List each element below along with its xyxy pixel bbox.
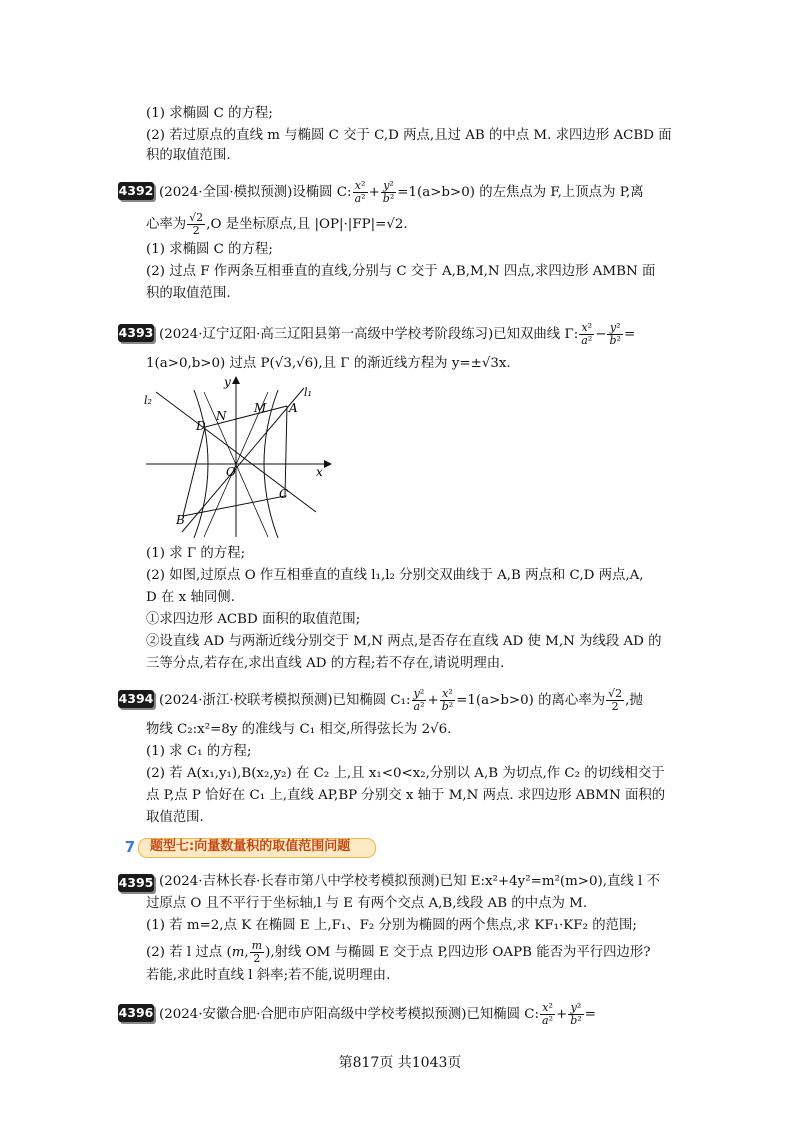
section-title: 题型七:向量数量积的取值范围问题: [150, 839, 351, 854]
label-C: C: [279, 487, 289, 501]
question-text: 积的取值范围.: [146, 148, 231, 163]
problem-statement: 1(a>0,b>0) 过点 P(√3,√6),且 Γ 的渐近线方程为 y=±√3x.: [146, 356, 511, 371]
problem-number-badge: 4393: [118, 325, 154, 340]
problem-statement: (2024·浙江·校联考模拟预测)已知椭圆 C₁: $\frac{\text{y²}}{\text{a²}}$ + $\frac{\text{x²}}{\text{b²}}$ =1(a>b>0) 的离心率为 $\frac{√2}{2}$ ,抛: [159, 687, 643, 713]
question-text: 积的取值范围.: [146, 286, 231, 301]
question-text: (1) 求 C₁ 的方程;: [146, 744, 252, 759]
y-axis-arrow: [232, 376, 240, 384]
problem-statement: 物线 C₂:x²=8y 的准线与 C₁ 相交,所得弦长为 2√6.: [146, 722, 452, 737]
question-text: (2) 过点 F 作两条互相垂直的直线,分别与 C 交于 A,B,M,N 四点,求四边形 AMBN 面: [146, 264, 656, 279]
problem-number-badge: 4395: [118, 875, 154, 890]
question-text: (1) 求 Γ 的方程;: [146, 546, 246, 561]
fraction: $\frac{\text{x²}}{\text{a²}}$: [542, 1001, 554, 1027]
fraction: $\frac{\text{y²}}{\text{b²}}$: [570, 1001, 582, 1027]
fraction: $\frac{\text{x²}}{\text{a²}}$: [581, 321, 593, 347]
question-text: 点 P,点 P 恰好在 C₁ 上,直线 AP,BP 分别交 x 轴于 M,N 两点. 求四边形 ABMN 面积的: [146, 788, 666, 803]
problem-statement: (2024·安徽合肥·合肥市庐阳高级中学校考模拟预测)已知椭圆 C: $\frac{\text{x²}}{\text{a²}}$ + $\frac{\text{y²}}{\text{b²}}$ =: [159, 1001, 596, 1027]
problem-number-badge: 4396: [118, 1005, 154, 1020]
section-header: [118, 836, 376, 858]
label-B: B: [176, 513, 185, 527]
question-text: (2) 若 l 过点 (m, $\frac{m}{2}$ ),射线 OM 与椭圆 E 交于点 P,四边形 OAPB 能否为平行四边形?: [146, 939, 651, 965]
question-text: (1) 若 m=2,点 K 在椭圆 E 上,F₁、F₂ 分别为椭圆的两个焦点,求 KF₁·KF₂ 的范围;: [146, 918, 637, 933]
question-text: (2) 如图,过原点 O 作互相垂直的直线 l₁,l₂ 分别交双曲线于 A,B 两点和 C,D 两点,A,: [146, 568, 644, 583]
question-text: D 在 x 轴同侧.: [146, 590, 235, 605]
problem-statement: 过原点 O 且不平行于坐标轴,l 与 E 有两个交点 A,B,线段 AB 的中点为 M.: [146, 896, 588, 911]
page-footer: 第817页 共1043页: [338, 1055, 462, 1071]
problem-number-badge: 4392: [118, 183, 154, 198]
problem-statement: 心率为 $\frac{√2}{2}$ ,O 是坐标原点,且 |OP|·|FP|=√2.: [146, 211, 408, 237]
question-text: ①求四边形 ACBD 面积的取值范围;: [146, 612, 361, 627]
x-axis-arrow: [324, 460, 332, 468]
hyperbola-figure: [138, 372, 338, 542]
problem-number-badge: 4394: [118, 691, 154, 706]
label-x: x: [316, 465, 323, 479]
label-N: N: [216, 409, 227, 423]
problem-statement: (2024·全国·模拟预测)设椭圆 C: $\frac{\text{x²}}{\text{a²}}$ + $\frac{\text{y²}}{\text{b²}}$ =1(a>b>0) 的左焦点为 F,上顶点为 P,离: [159, 179, 644, 205]
question-text: (2) 若过原点的直线 m 与椭圆 C 交于 C,D 两点,且过 AB 的中点 M. 求四边形 ACBD 面: [146, 128, 672, 143]
question-text: 若能,求此时直线 l 斜率;若不能,说明理由.: [146, 968, 391, 983]
question-text: 三等分点,若存在,求出直线 AD 的方程;若不存在,请说明理由.: [146, 656, 505, 671]
question-text: (1) 求椭圆 C 的方程;: [146, 242, 273, 257]
label-D: D: [196, 419, 206, 433]
fraction: $\frac{\text{x²}}{\text{a²}}$: [354, 179, 366, 205]
question-text: (1) 求椭圆 C 的方程;: [146, 106, 273, 121]
label-A: A: [289, 401, 298, 415]
fraction: $\frac{\text{x²}}{\text{b²}}$: [441, 687, 454, 713]
problem-statement: (2024·辽宁辽阳·高三辽阳县第一高级中学校考阶段练习)已知双曲线 Γ: $\frac{\text{x²}}{\text{a²}}$ − $\frac{\text{y²}}{\text{b²}}$ =: [159, 321, 636, 347]
label-y: y: [224, 375, 231, 389]
fraction: $\frac{√2}{2}$: [608, 687, 623, 713]
fraction: $\frac{\text{y²}}{\text{b²}}$: [382, 179, 395, 205]
section-number: 7: [124, 838, 136, 856]
label-M: M: [254, 401, 267, 415]
fraction: $\frac{m}{2}$: [251, 939, 263, 965]
question-text: ②设直线 AD 与两渐近线分别交于 M,N 两点,是否存在直线 AD 使 M,N 为线段 AD 的: [146, 634, 662, 649]
problem-statement: (2024·吉林长春·长春市第八中学校考模拟预测)已知 E:x²+4y²=m²(m>0),直线 l 不: [159, 874, 660, 889]
question-text: 取值范围.: [146, 810, 204, 825]
label-l2: l₂: [144, 394, 152, 407]
fraction: $\frac{\text{y²}}{\text{a²}}$: [413, 687, 425, 713]
label-O: O: [226, 465, 236, 479]
fraction: $\frac{\text{y²}}{\text{b²}}$: [609, 321, 621, 347]
question-text: (2) 若 A(x₁,y₁),B(x₂,y₂) 在 C₂ 上,且 x₁<0<x₂,分别以 A,B 为切点,作 C₂ 的切线相交于: [146, 766, 665, 781]
fraction: $\frac{√2}{2}$: [189, 211, 204, 237]
label-l1: l₁: [304, 386, 312, 399]
